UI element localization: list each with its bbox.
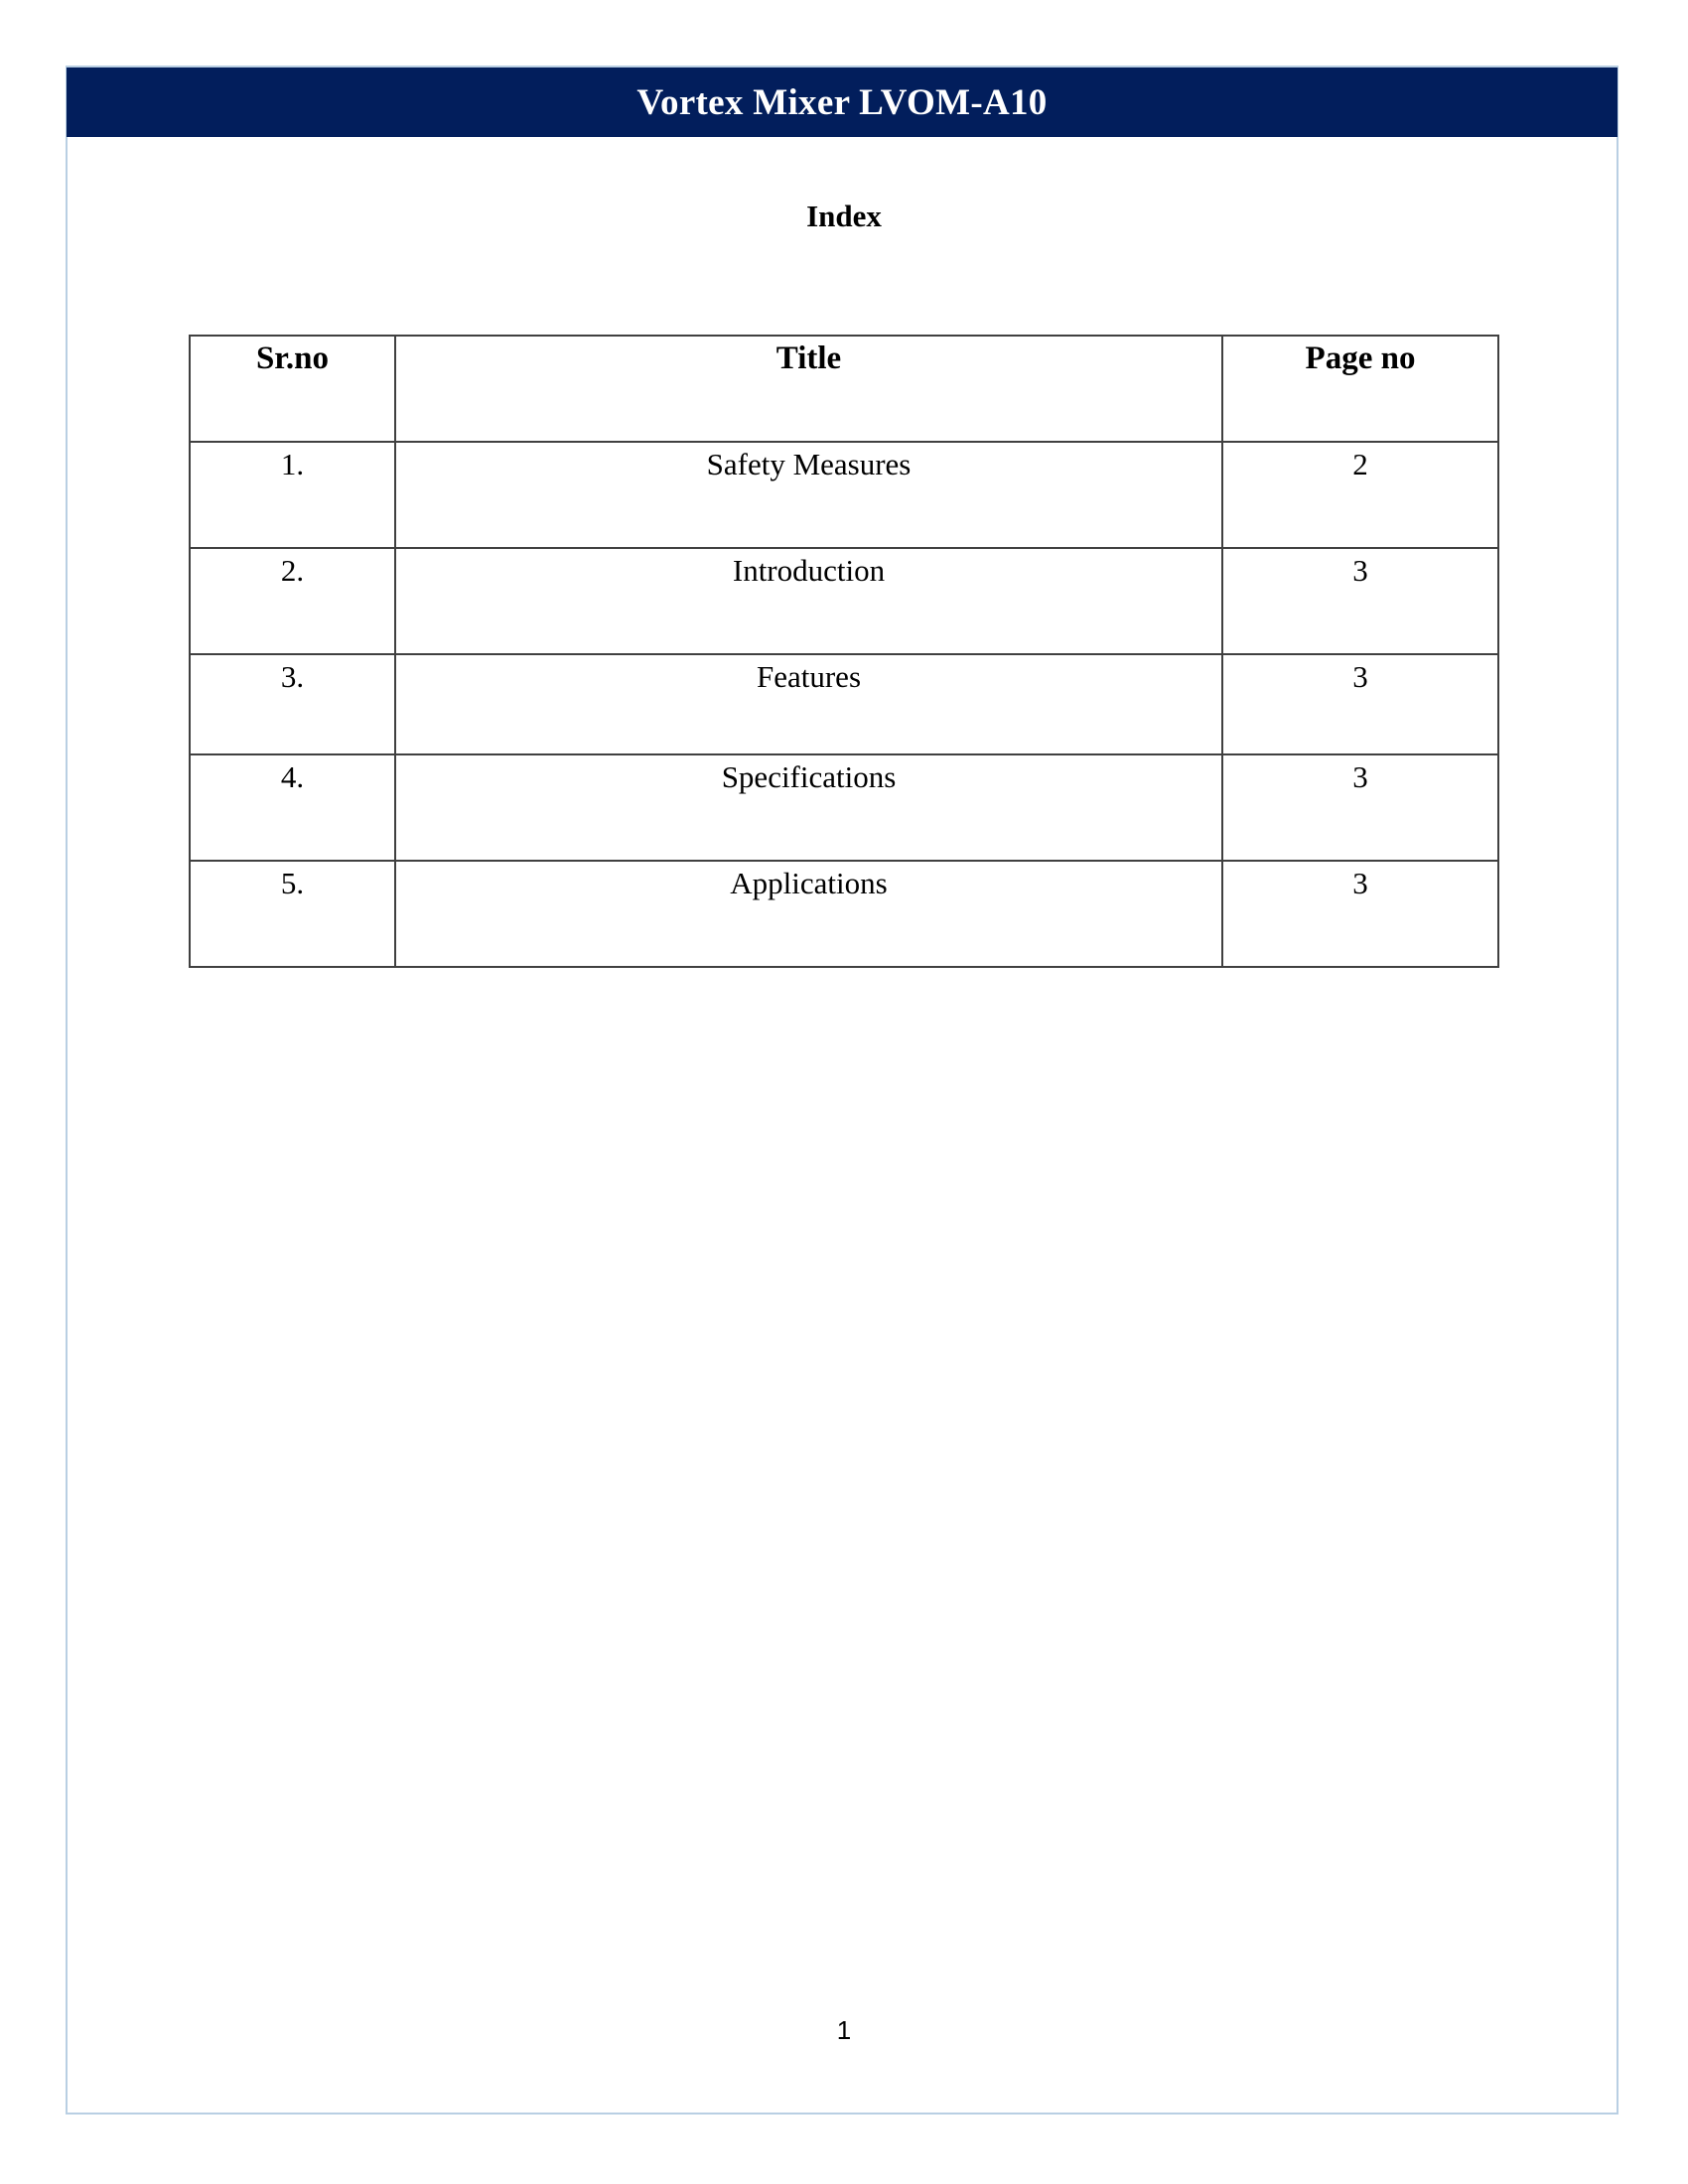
index-table [189, 335, 1499, 968]
page-number: 1 [836, 2015, 852, 2045]
row-title: Specifications [395, 754, 1222, 861]
row-sr-no: 1. [190, 442, 395, 548]
row-title: Safety Measures [395, 442, 1222, 548]
table-header-row [190, 336, 1498, 442]
row-title: Applications [395, 861, 1222, 967]
column-header-sr-no: Sr.no [190, 336, 395, 442]
table-row [190, 654, 1498, 754]
row-page-no: 3 [1222, 754, 1498, 861]
document-title: Vortex Mixer LVOM-A10 [636, 81, 1048, 123]
row-page-no: 3 [1222, 861, 1498, 967]
table-row [190, 548, 1498, 654]
row-title: Introduction [395, 548, 1222, 654]
row-page-no: 3 [1222, 654, 1498, 754]
row-page-no: 3 [1222, 548, 1498, 654]
row-sr-no: 3. [190, 654, 395, 754]
row-sr-no: 4. [190, 754, 395, 861]
row-sr-no: 2. [190, 548, 395, 654]
row-sr-no: 5. [190, 861, 395, 967]
row-page-no: 2 [1222, 442, 1498, 548]
row-title: Features [395, 654, 1222, 754]
index-heading: Index [806, 199, 882, 233]
table-row [190, 754, 1498, 861]
table-row [190, 861, 1498, 967]
column-header-title: Title [395, 336, 1222, 442]
column-header-page-no: Page no [1222, 336, 1498, 442]
table-row [190, 442, 1498, 548]
header-bar [67, 68, 1618, 137]
